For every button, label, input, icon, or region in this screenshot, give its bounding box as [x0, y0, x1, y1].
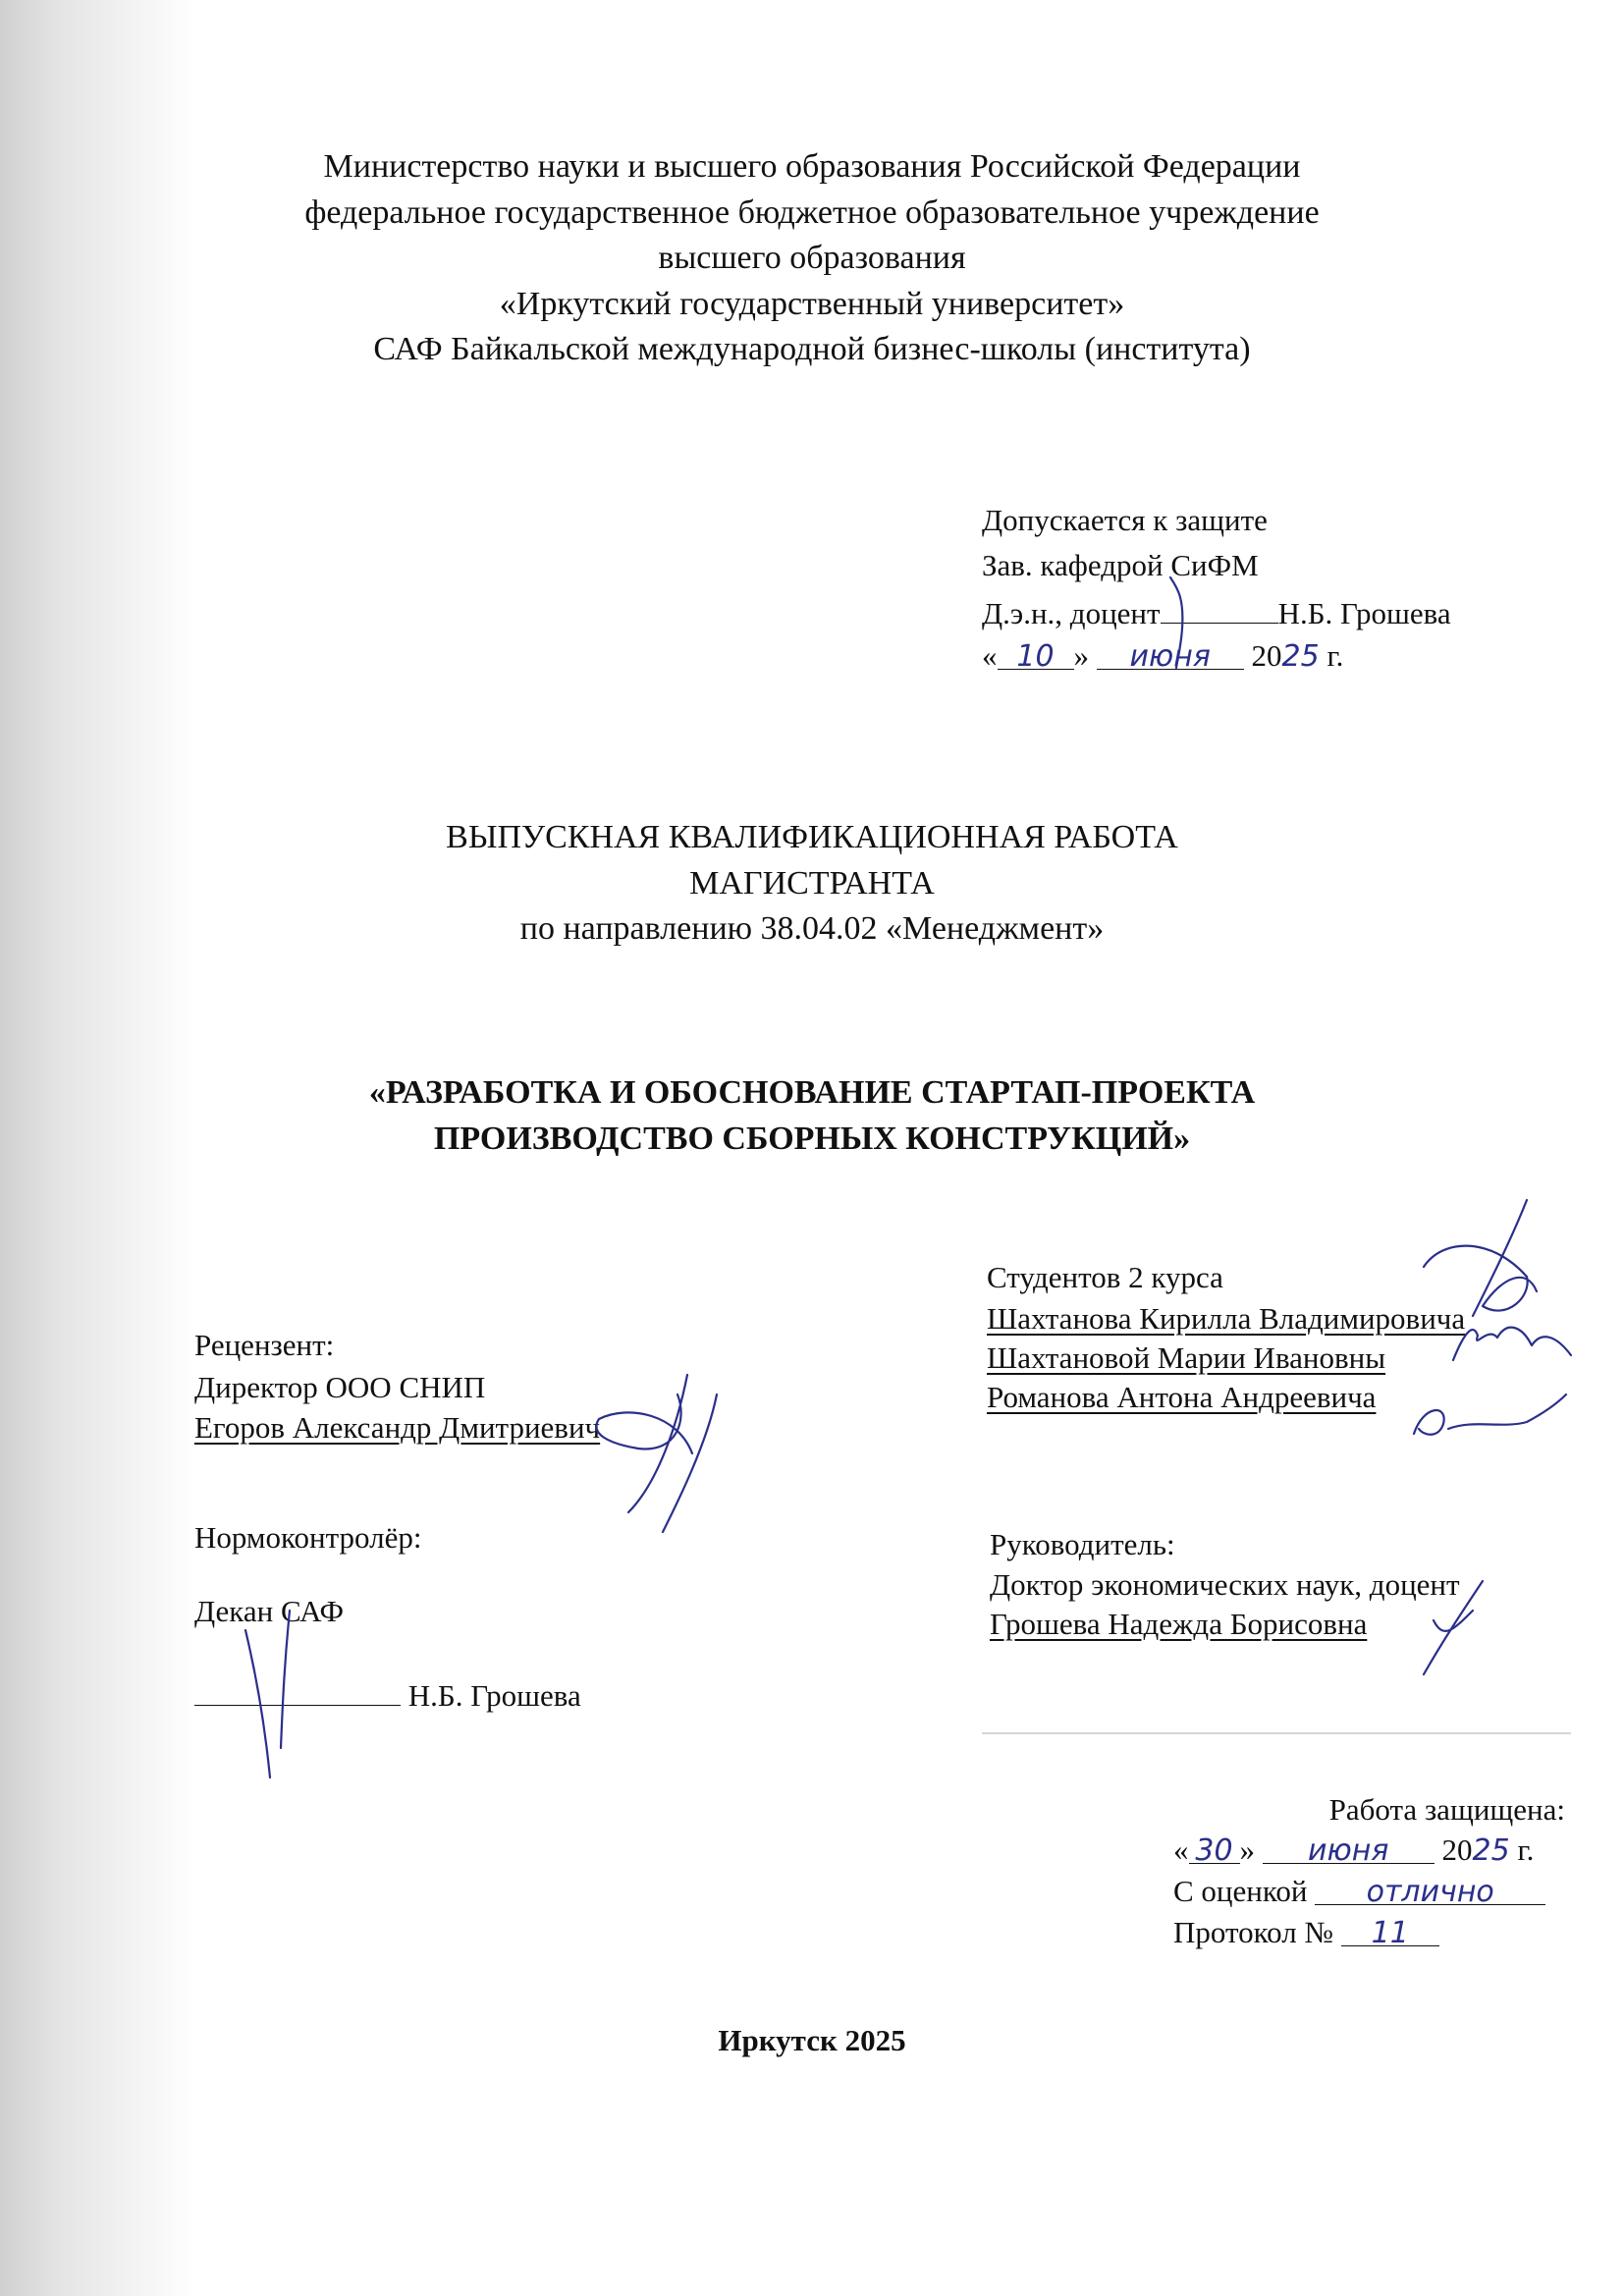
normcontrol-name: Н.Б. Грошева	[407, 1678, 581, 1713]
approval-day: 10	[998, 639, 1074, 670]
ministry-line: Министерство науки и высшего образования Российской Федерации	[323, 148, 1301, 185]
signature-blank	[1161, 593, 1278, 624]
approval-heading: Допускается к защите	[982, 503, 1268, 537]
student-name-1: Шахтанова Кирилла Владимировича	[987, 1301, 1466, 1336]
approval-name: Н.Б. Грошева	[1277, 596, 1451, 630]
work-degree-line: МАГИСТРАНТА	[689, 865, 935, 902]
approval-month: июня	[1097, 639, 1244, 670]
defense-month: июня	[1263, 1833, 1435, 1864]
student-name-2: Шахтановой Марии Ивановны	[987, 1340, 1386, 1375]
defense-day: 30	[1189, 1833, 1240, 1864]
approval-date: « 10 » июня 2025 г.	[982, 638, 1344, 674]
normcontrol-signature-blank	[194, 1675, 401, 1706]
reviewer-heading: Рецензент:	[194, 1328, 335, 1362]
institution-type-line: федеральное государственное бюджетное образовательное учреждение	[304, 194, 1320, 231]
approval-title: Д.э.н., доцент	[982, 596, 1161, 630]
approval-year-suffix: 25	[1281, 639, 1320, 674]
normcontrol-heading: Нормоконтролёр:	[194, 1520, 422, 1555]
reviewer-position: Директор ООО СНИП	[194, 1370, 486, 1404]
student-signature-3	[1414, 1394, 1566, 1435]
normcontrol-signatory	[194, 1675, 581, 1714]
normcontrol-position: Декан САФ	[194, 1594, 345, 1628]
approval-department: Зав. кафедрой СиФМ	[982, 548, 1259, 582]
defense-protocol	[1173, 1915, 1439, 1950]
school-name-line: САФ Байкальской международной бизнес-школы (института)	[373, 331, 1251, 367]
defense-date: « 30 » июня 2025 г.	[1173, 1832, 1535, 1868]
work-direction-line: по направлению 38.04.02 «Менеджмент»	[519, 910, 1105, 947]
thesis-title-line1: «РАЗРАБОТКА И ОБОСНОВАНИЕ СТАРТАП-ПРОЕКТА	[368, 1074, 1256, 1111]
student-signature-1	[1424, 1200, 1537, 1316]
approval-signatory	[982, 593, 1451, 631]
defense-year-suffix: 25	[1472, 1833, 1510, 1868]
university-name-line: «Иркутский государственный университет»	[499, 286, 1125, 322]
reviewer-name: Егоров Александр Дмитриевич	[194, 1410, 601, 1445]
defense-heading: Работа защищена:	[1328, 1792, 1565, 1827]
work-type-line: ВЫПУСКНАЯ КВАЛИФИКАЦИОННАЯ РАБОТА	[446, 819, 1178, 855]
grade-value: отлично	[1315, 1875, 1545, 1905]
reviewer-signature	[596, 1375, 717, 1532]
protocol-label: Протокол №	[1173, 1915, 1333, 1949]
protocol-number: 11	[1341, 1916, 1439, 1946]
grade-label: С оценкой	[1173, 1874, 1308, 1908]
student-name-3: Романова Антона Андреевича	[987, 1380, 1377, 1414]
defense-grade	[1173, 1874, 1545, 1909]
supervisor-position: Доктор экономических наук, доцент	[990, 1567, 1460, 1602]
student-signature-2	[1453, 1328, 1571, 1360]
students-heading: Студентов 2 курса	[987, 1260, 1223, 1294]
supervisor-heading: Руководитель:	[990, 1527, 1175, 1561]
education-level-line: высшего образования	[658, 240, 966, 276]
thesis-title-line2: ПРОИЗВОДСТВО СБОРНЫХ КОНСТРУКЦИЙ»	[433, 1121, 1191, 1157]
city-year: Иркутск 2025	[718, 2023, 906, 2057]
supervisor-name: Грошева Надежда Борисовна	[990, 1607, 1368, 1641]
